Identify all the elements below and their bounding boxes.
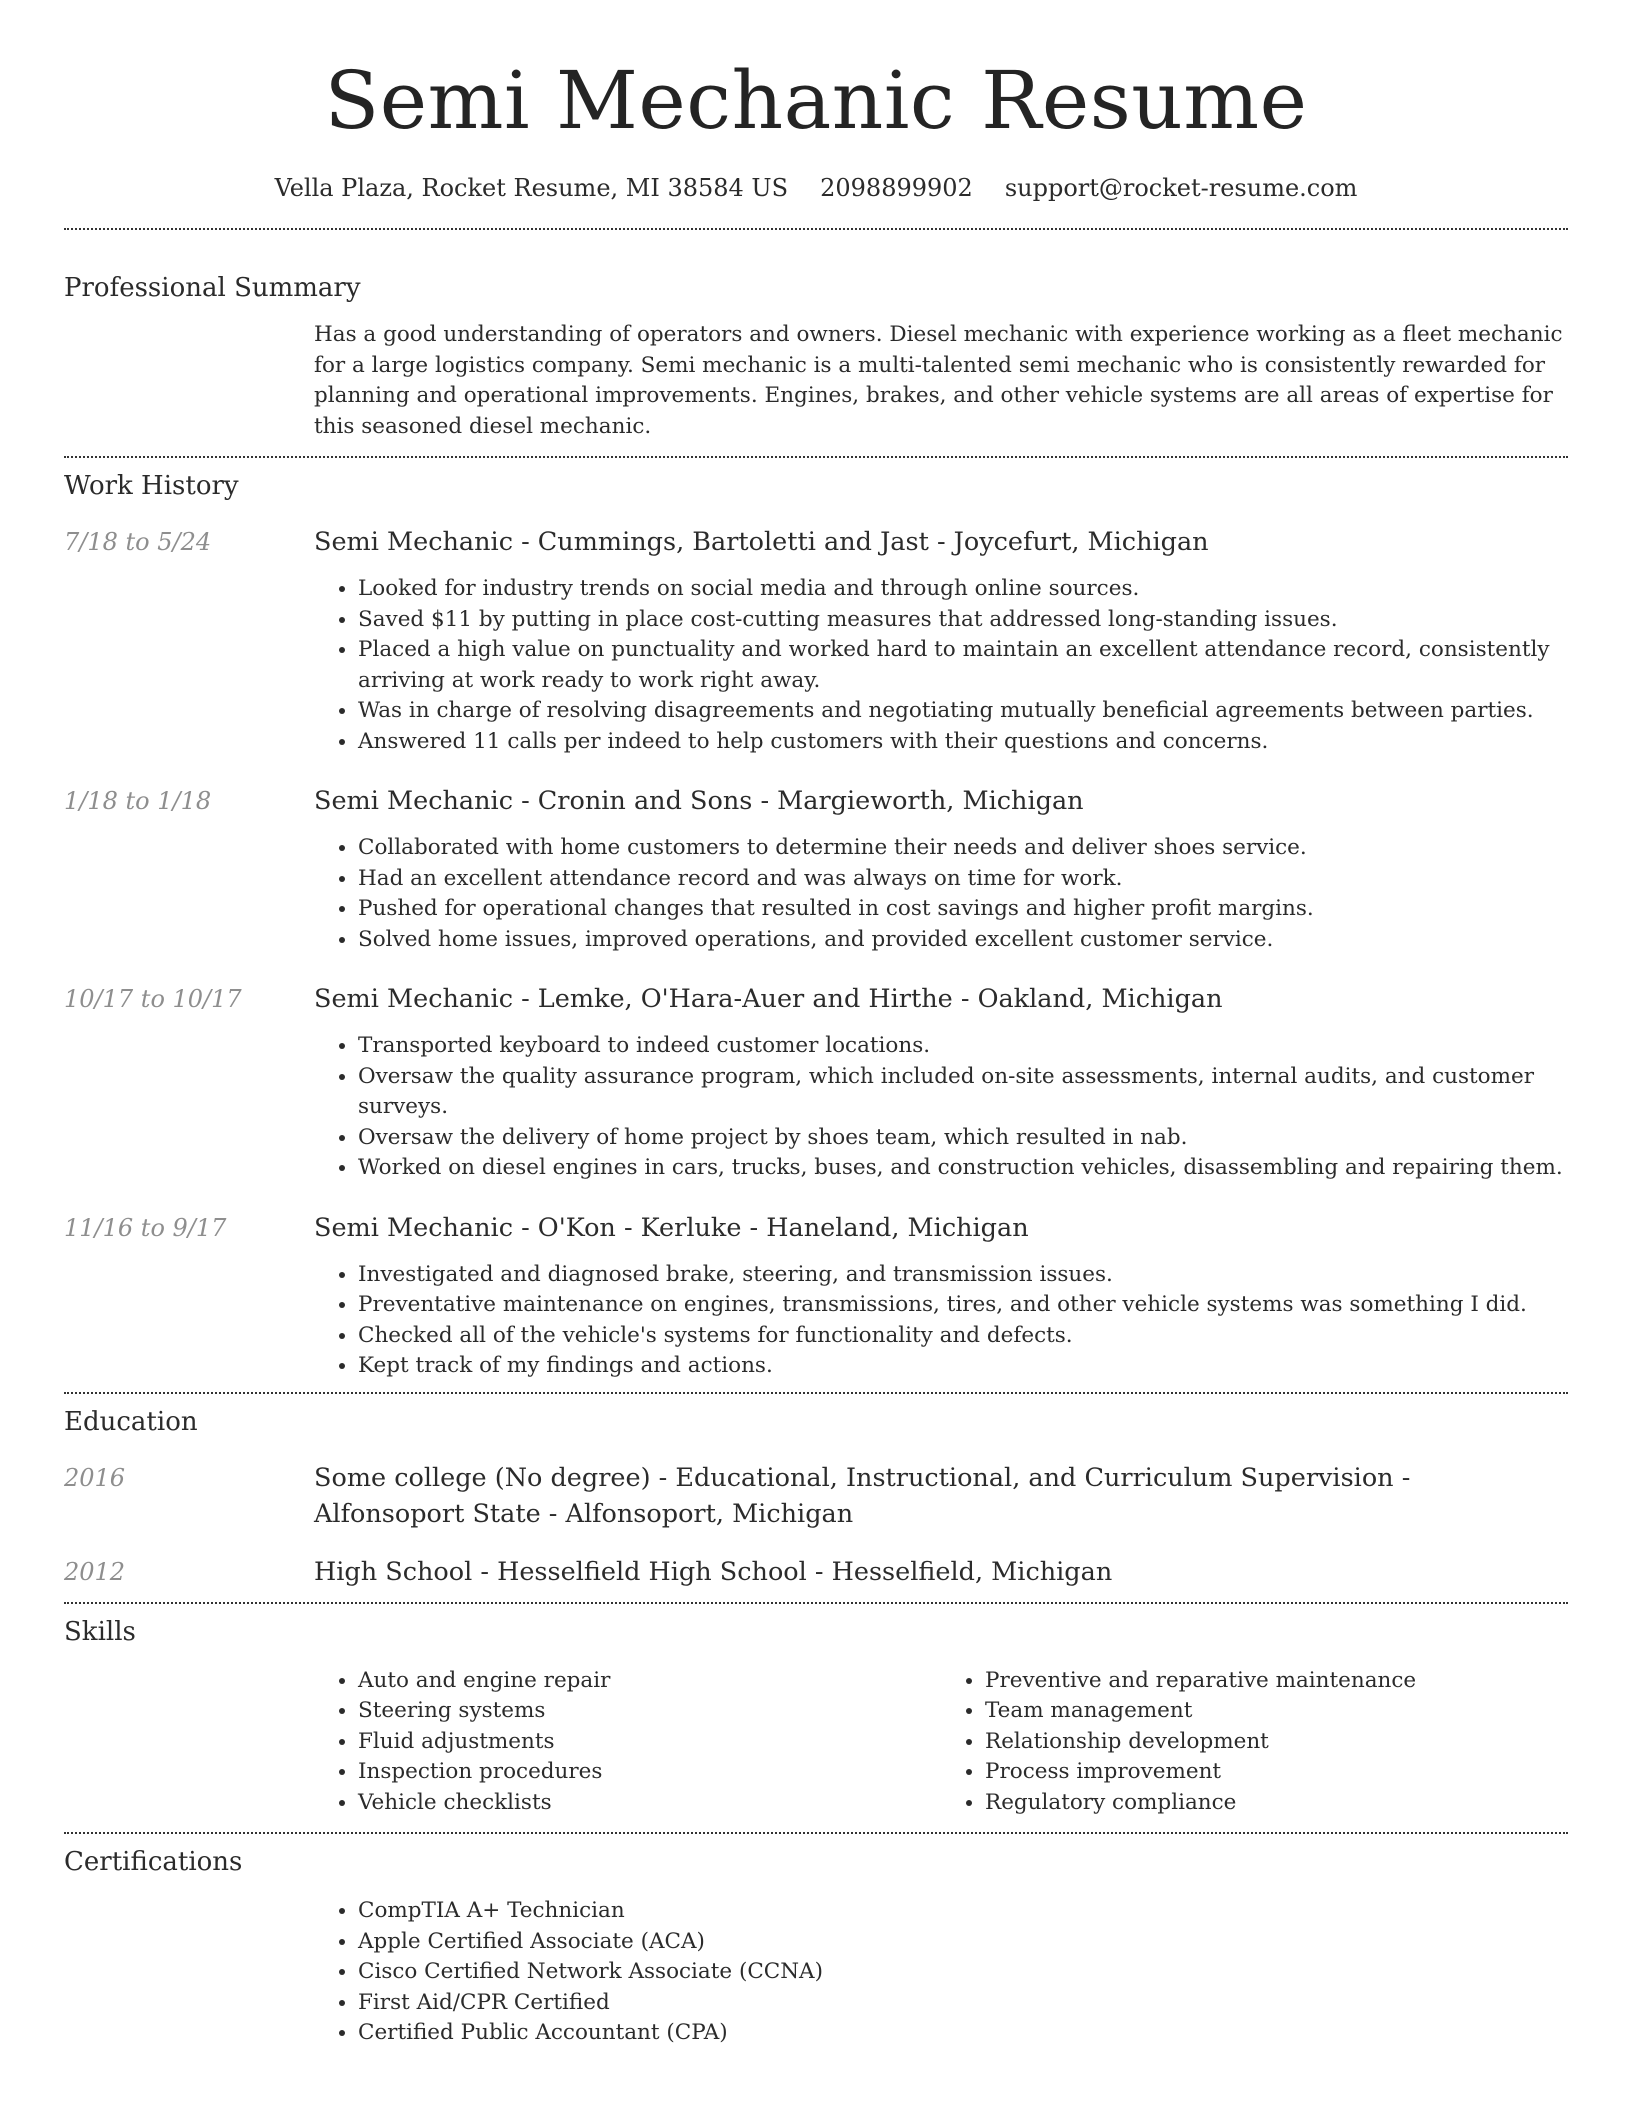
job-bullet: • Collaborated with home customers to determine their needs and deliver shoes service. <box>358 833 1568 864</box>
education-entry <box>64 1460 1568 1532</box>
job-entry <box>64 981 1568 1184</box>
education-year: 2016 <box>64 1463 126 1492</box>
skill-item: • Preventive and reparative maintenance <box>985 1666 1568 1697</box>
education-year: 2012 <box>64 1557 126 1586</box>
job-bullet: • Looked for industry trends on social media and through online sources. <box>358 574 1568 605</box>
job-bullet: • Worked on diesel engines in cars, trucks, buses, and construction vehicles, disassembling and repairing them. <box>358 1153 1568 1184</box>
divider <box>64 1602 1568 1604</box>
section-title-skills: Skills <box>64 1616 136 1647</box>
certification-item: • Cisco Certified Network Associate (CCNA) <box>358 1957 1568 1988</box>
section-title-summary: Professional Summary <box>64 273 361 303</box>
section-title-education: Education <box>64 1406 198 1437</box>
job-bullet: • Oversaw the delivery of home project by shoes team, which resulted in nab. <box>358 1123 1568 1154</box>
job-bullet: • Placed a high value on punctuality and worked hard to maintain an excellent attendance record, consistently arriving at work ready to work right away. <box>358 635 1568 696</box>
summary-text: Has a good understanding of operators and owners. Diesel mechanic with experience working as a fleet mechanic for a large logistics company. Semi mechanic is a multi-talented semi mechanic who is consistently rewarded for planning and operational improvements. Engines, brakes, and other vehicle systems are all areas of expertise for this seasoned diesel mechanic. <box>314 322 1563 439</box>
job-bullet: • Had an excellent attendance record and was always on time for work. <box>358 864 1568 895</box>
job-bullet: • Was in charge of resolving disagreements and negotiating mutually beneficial agreements between parties. <box>358 696 1568 727</box>
certifications-section <box>64 1844 1568 2049</box>
certification-item: • Apple Certified Associate (ACA) <box>358 1927 1568 1958</box>
job-bullet: • Kept track of my findings and actions. <box>358 1351 1568 1382</box>
job-bullet: • Transported keyboard to indeed customer locations. <box>358 1031 1568 1062</box>
job-dates: 11/16 to 9/17 <box>64 1213 227 1242</box>
divider <box>64 1392 1568 1394</box>
contact-email: support@rocket-resume.com <box>1004 174 1358 202</box>
contact-address: Vella Plaza, Rocket Resume, MI 38584 US <box>274 174 789 202</box>
certification-item: • CompTIA A+ Technician <box>358 1896 1568 1927</box>
job-bullet: • Solved home issues, improved operations, and provided excellent customer service. <box>358 925 1568 956</box>
job-entry <box>64 524 1568 757</box>
job-bullet: • Investigated and diagnosed brake, steering, and transmission issues. <box>358 1260 1568 1291</box>
skill-item: • Steering systems <box>358 1696 941 1727</box>
job-bullet: • Checked all of the vehicle's systems for functionality and defects. <box>358 1321 1568 1352</box>
contact-line <box>64 170 1568 206</box>
job-dates: 10/17 to 10/17 <box>64 985 242 1013</box>
education-entry <box>64 1554 1568 1590</box>
skills-section <box>64 1614 1568 1819</box>
certification-item: • First Aid/CPR Certified <box>358 1988 1568 2019</box>
job-entry <box>64 1210 1568 1382</box>
job-title: Semi Mechanic - O'Kon - Kerluke - Haneland, Michigan <box>314 1212 1029 1243</box>
skill-item: • Process improvement <box>985 1757 1568 1788</box>
job-dates: 7/18 to 5/24 <box>64 528 212 556</box>
education-section <box>64 1404 1568 1590</box>
job-title: Semi Mechanic - Cummings, Bartoletti and Jast - Joycefurt, Michigan <box>314 527 1209 557</box>
skill-item: • Team management <box>985 1696 1568 1727</box>
education-text: High School - Hesselfield High School - Hesselfield, Michigan <box>314 1556 1113 1587</box>
job-title: Semi Mechanic - Cronin and Sons - Margieworth, Michigan <box>314 786 1084 816</box>
job-title: Semi Mechanic - Lemke, O'Hara-Auer and Hirthe - Oakland, Michigan <box>314 984 1223 1014</box>
resume-title: Semi Mechanic Resume <box>324 54 1308 147</box>
section-title-certifications: Certifications <box>64 1847 243 1877</box>
skills-list-right <box>941 1666 1568 1819</box>
divider <box>64 1832 1568 1834</box>
job-entry <box>64 783 1568 955</box>
job-bullet: • Saved $11 by putting in place cost-cutting measures that addressed long-standing issues. <box>358 605 1568 636</box>
job-bullet: • Preventative maintenance on engines, transmissions, tires, and other vehicle systems was something I did. <box>358 1290 1568 1321</box>
resume-page <box>64 0 1568 2049</box>
job-bullet: • Oversaw the quality assurance program, which included on-site assessments, internal audits, and customer surveys. <box>358 1062 1568 1123</box>
skill-item: • Regulatory compliance <box>985 1788 1568 1819</box>
summary-section <box>64 270 1568 442</box>
education-text: Some college (No degree) - Educational, Instructional, and Curriculum Supervision - Alfonsoport State - Alfonsoport, Michigan <box>314 1462 1411 1529</box>
work-history-section <box>64 468 1568 1382</box>
job-bullet: • Answered 11 calls per indeed to help customers with their questions and concerns. <box>358 727 1568 758</box>
divider <box>64 228 1568 230</box>
certification-item: • Certified Public Accountant (CPA) <box>358 2018 1568 2049</box>
skills-list-left <box>314 1666 941 1819</box>
skill-item: • Fluid adjustments <box>358 1727 941 1758</box>
skill-item: • Relationship development <box>985 1727 1568 1758</box>
skill-item: • Vehicle checklists <box>358 1788 941 1819</box>
skill-item: • Inspection procedures <box>358 1757 941 1788</box>
job-dates: 1/18 to 1/18 <box>64 787 212 815</box>
divider <box>64 456 1568 458</box>
job-bullet: • Pushed for operational changes that resulted in cost savings and higher profit margins. <box>358 894 1568 925</box>
skill-item: • Auto and engine repair <box>358 1666 941 1697</box>
section-title-work-history: Work History <box>64 471 239 501</box>
contact-phone: 2098899902 <box>820 174 973 202</box>
certifications-list <box>314 1896 1568 2049</box>
